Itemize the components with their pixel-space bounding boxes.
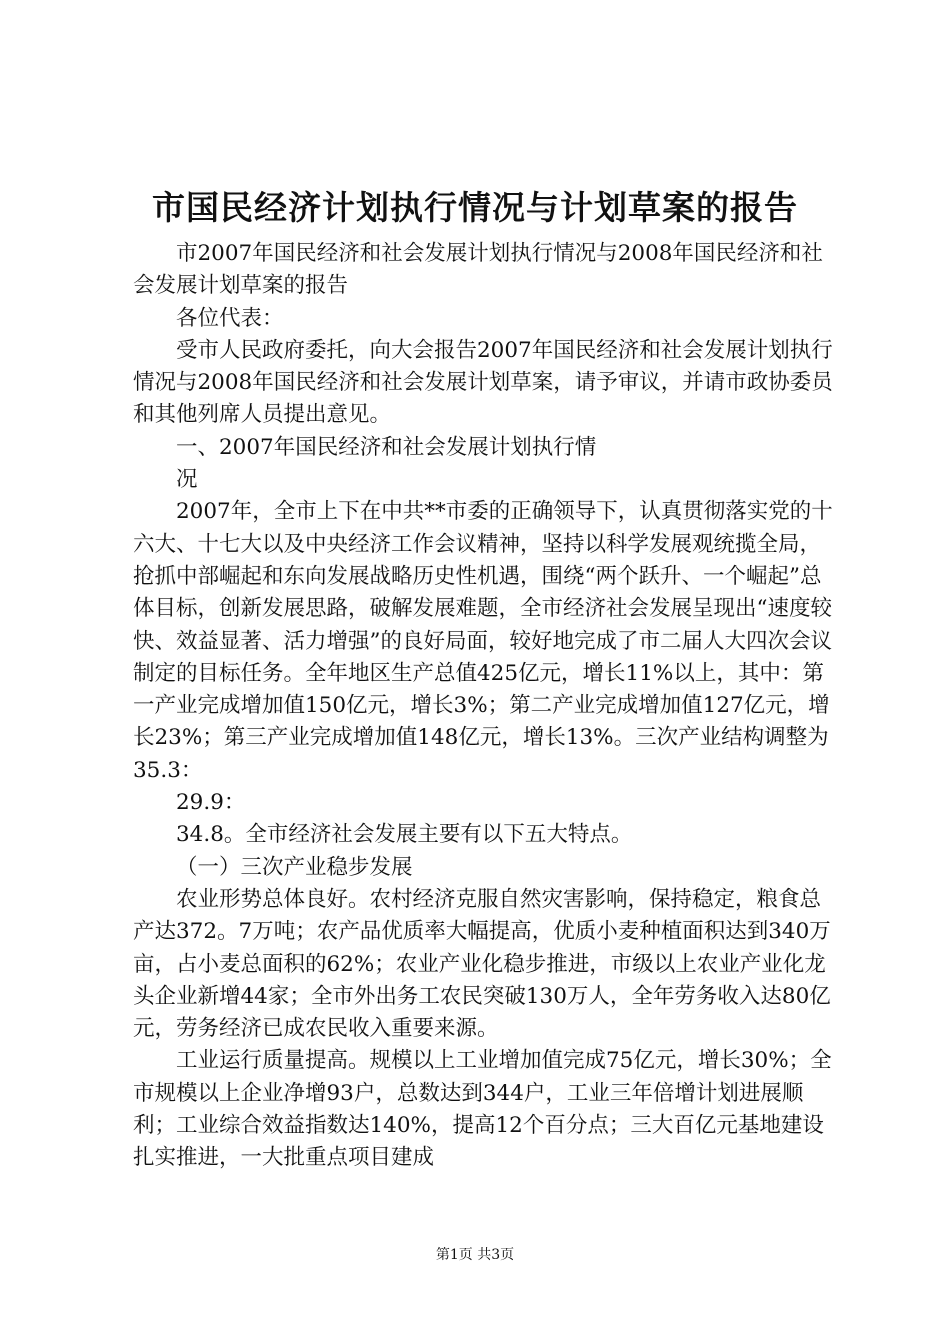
document-title: 市国民经济计划执行情况与计划草案的报告 (152, 188, 798, 227)
paragraph-ratio-end: 34.8。全市经济社会发展主要有以下五大特点。 (176, 822, 633, 848)
paragraph-intro: 受市人民政府委托，向大会报告2007年国民经济和社会发展计划执行情况与2008年国民经济和社会发展计划草案，请予审议，并请市政协委员和其他列席人员提出意见。 (133, 337, 833, 428)
paragraph-subtitle: 市2007年国民经济和社会发展计划执行情况与2008年国民经济和社会发展计划草案的报告 (133, 241, 823, 299)
paragraph-agriculture: 农业形势总体良好。农村经济克服自然灾害影响，保持稳定，粮食总产达372。7万吨；农产品优质率大幅提高，优质小麦种植面积达到340万亩，占小麦总面积的62%；农业产业化稳步推进，市级以上农业产业化龙头企业新增44家；全市外出务工农民突破130万人，全年劳务收入达80亿元，劳务经济已成农民收入重要来源。 (133, 886, 831, 1042)
subsection-heading-1: （一）三次产业稳步发展 (176, 854, 413, 880)
document-body (133, 238, 833, 1175)
section-heading-1-continued: 况 (176, 467, 198, 493)
paragraph-ratio: 29.9： (176, 790, 246, 816)
paragraph-overview: 2007年，全市上下在中共**市委的正确领导下，认真贯彻落实党的十六大、十七大以及中央经济工作会议精神，坚持以科学发展观统揽全局，抢抓中部崛起和东向发展战略历史性机遇，围绕“两个跃升、一个崛起”总体目标，创新发展思路，破解发展难题，全市经济社会发展呈现出“速度较快、效益显著、活力增强”的良好局面，较好地完成了市二届人大四次会议制定的目标任务。全年地区生产总值425亿元，增长11%以上，其中：第一产业完成增加值150亿元，增长3%；第二产业完成增加值127亿元，增长23%；第三产业完成增加值148亿元，增长13%。三次产业结构调整为35.3： (133, 499, 833, 783)
paragraph-industry: 工业运行质量提高。规模以上工业增加值完成75亿元，增长30%；全市规模以上企业净增93户，总数达到344户，工业三年倍增计划进展顺利；工业综合效益指数达140%，提高12个百分点；三大百亿元基地建设扎实推进，一大批重点项目建成 (133, 1048, 832, 1171)
page-footer: 第1页 共3页 (435, 1247, 515, 1263)
section-heading-1: 一、2007年国民经济和社会发展计划执行情 (176, 434, 597, 460)
paragraph-salutation: 各位代表： (176, 305, 284, 331)
